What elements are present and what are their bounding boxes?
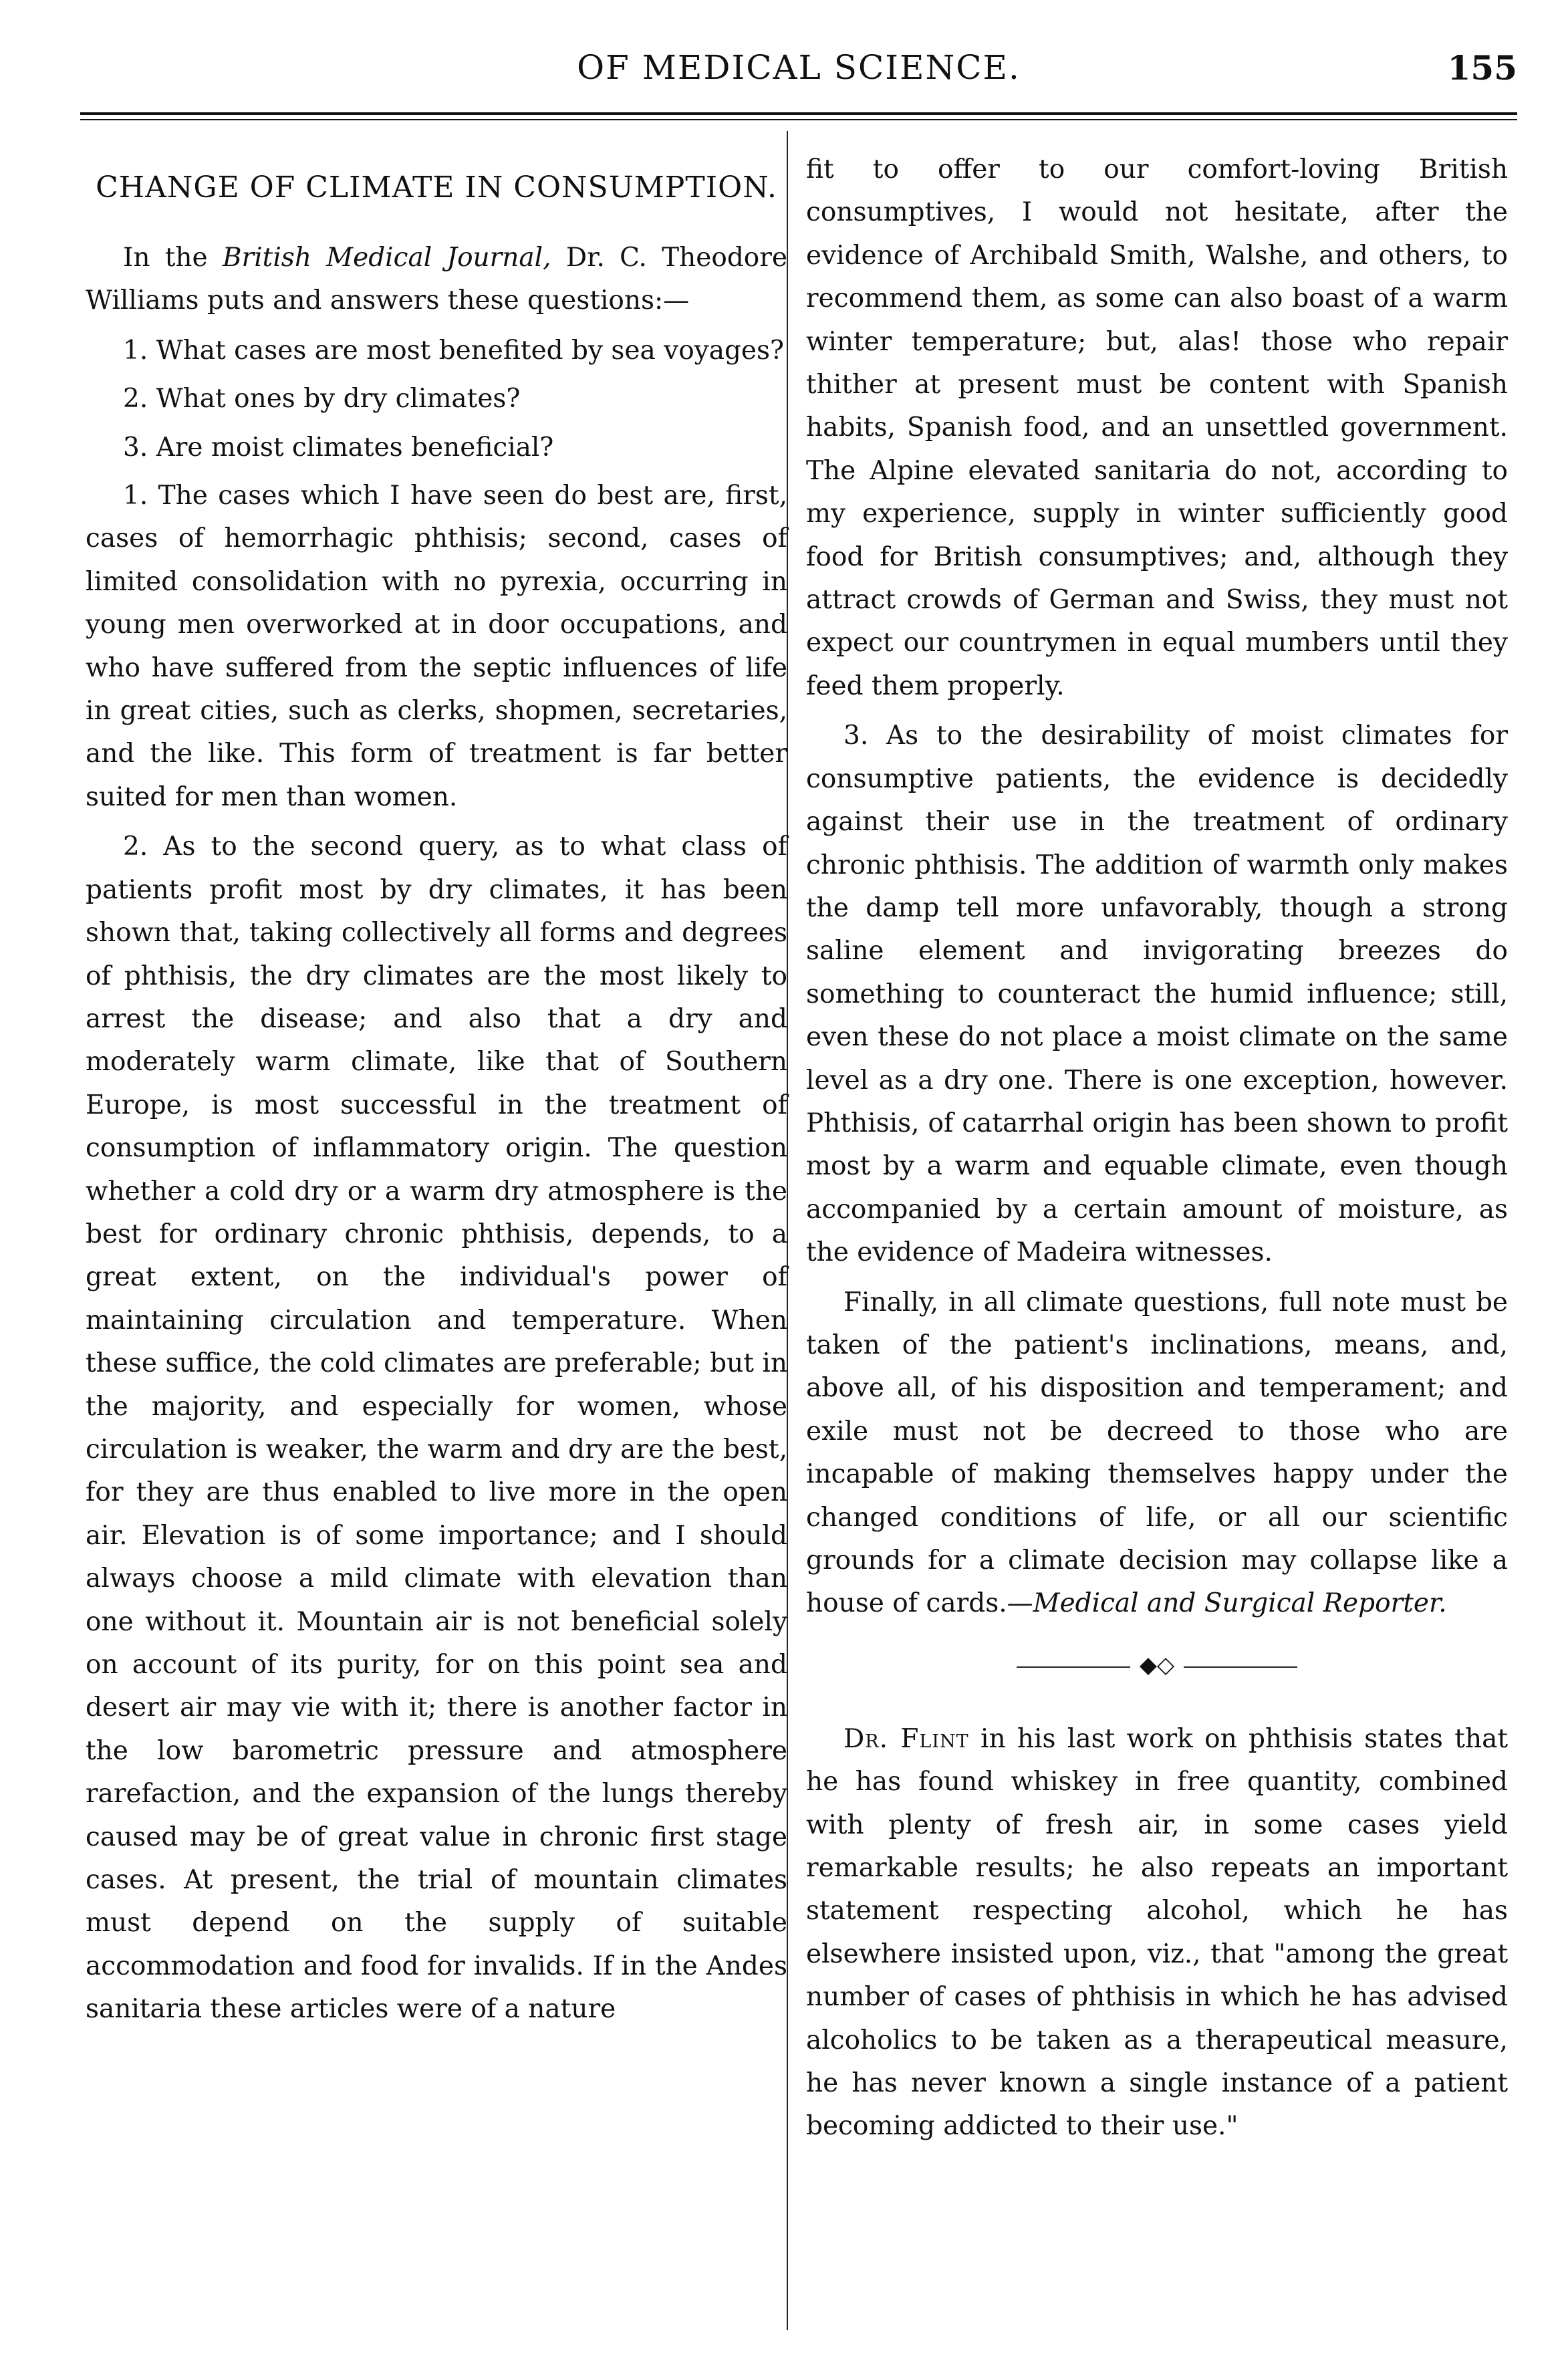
flint-lead: Dr. Flint: [843, 1723, 969, 1754]
running-title: OF MEDICAL SCIENCE.: [577, 48, 1021, 87]
question-1: 1. What cases are most benefited by sea voyages?: [123, 335, 784, 366]
left-column: [86, 148, 787, 2038]
page-number: 155: [1447, 48, 1517, 88]
ornament-line-right: [1184, 1666, 1297, 1668]
flint-body: in his last work on phthisis states that he has found whiskey in free quantity, combined with plenty of fresh air, in some cases yield remarkable results; he also repeats an important statement respecting alcohol, which he has elsewhere insisted upon, viz., that "among the great number of cases of phthisis in which he has advised alcoholics to be taken as a therapeutical measure, he has never known a single instance of a patient becoming addicted to their use.": [806, 1723, 1508, 2142]
intro-paragraph: [86, 237, 787, 323]
source-citation: —Medical and Surgical Reporter.: [1007, 1588, 1447, 1619]
question-2: 2. What ones by dry climates?: [123, 384, 521, 414]
answer-2: 2. As to the second query, as to what class of patients profit most by dry climates, it has been shown that, taking collectively all forms and degrees of phthisis, the dry climates are the most likely to arrest the disease; and also that a dry and moderately warm climate, like that of Southern Europe, is most successful in the treatment of consumption of inflammatory origin. The question whether a cold dry or a warm dry atmosphere is the best for ordinary chronic phthisis, depends, to a great extent, on the individual's power of maintaining circulation and temperature. When these suffice, the cold climates are preferable; but in the majority, and especially for women, whose circulation is weaker, the warm and dry are the best, for they are thus enabled to live more in the open air. Elevation is of some importance; and I should always choose a mild climate with elevation than one without it. Mountain air is not beneficial solely on account of its purity, for on this point sea and desert air may vie with it; there is another factor in the low barometric pressure and atmosphere rarefaction, and the expansion of the lungs thereby caused may be of great value in chronic first stage cases. At present, the trial of mountain climates must depend on the supply of suitable accommodation and food for invalids. If in the Andes sanitaria these articles were of a nature: [86, 832, 787, 2025]
question-3: 3. Are moist climates beneficial?: [123, 432, 554, 463]
header-rule: [80, 112, 1517, 115]
intro-prefix: In the: [123, 243, 208, 273]
finally-text: Finally, in all climate questions, full note must be taken of the patient's inclinations, means, and, above all, of his disposition and temperament; and exile must not be decreed to those who are incapable of making themselves happy under the changed conditions of life, or all our scientific grounds for a climate decision may collapse like a house of cards.: [806, 1287, 1508, 1619]
flint-paragraph: [806, 1718, 1508, 2148]
section-ornament: [1017, 1651, 1297, 1678]
answer-1: 1. The cases which I have seen do best are, first, cases of hemorrhagic phthisis; second, cases of limited consolidation with no pyrexia, occurring in young men overworked at in door occupations, and who have suffered from the septic influences of life in great cities, such as clerks, shopmen, secretaries, and the like. This form of treatment is far better suited for men than women.: [86, 481, 787, 812]
ornament-line-left: [1017, 1666, 1130, 1668]
finally-paragraph: [806, 1281, 1508, 1626]
article-title: CHANGE OF CLIMATE IN CONSUMPTION.: [96, 170, 777, 205]
answer-2-continued: fit to offer to our comfort-loving British consumptives, I would not hesitate, after the evidence of Archibald Smith, Walshe, and others, to recommend them, as some can also boast of a warm winter temperature; but, alas! those who repair thither at present must be content with Spanish habits, Spanish food, and an unsettled government. The Alpine elevated sanitaria do not, according to my experience, supply in winter sufficiently good food for British consumptives; and, although they attract crowds of German and Swiss, they must not expect our countrymen in equal mumbers until they feed them properly.: [806, 154, 1508, 701]
intro-suffix: Dr. C. Theodore Williams puts and answers these questions:—: [86, 243, 788, 316]
ornament-diamond-icon: ◆◇: [1139, 1651, 1175, 1678]
answer-3: 3. As to the desirability of moist climates for consumptive patients, the evidence is decidedly against their use in the treatment of ordinary chronic phthisis. The addition of warmth only makes the damp tell more unfavorably, though a strong saline element and invigorating breezes do something to counteract the humid influence; still, even these do not place a moist climate on the same level as a dry one. There is one exception, however. Phthisis, of catarrhal origin has been shown to profit most by a warm and equable climate, even though accompanied by a certain amount of moisture, as the evidence of Madeira witnesses.: [806, 721, 1508, 1268]
running-head: [80, 48, 1517, 95]
journal-name: British Medical Journal,: [222, 243, 551, 273]
header-rule-thin: [80, 119, 1517, 120]
right-column: [806, 148, 1508, 2155]
